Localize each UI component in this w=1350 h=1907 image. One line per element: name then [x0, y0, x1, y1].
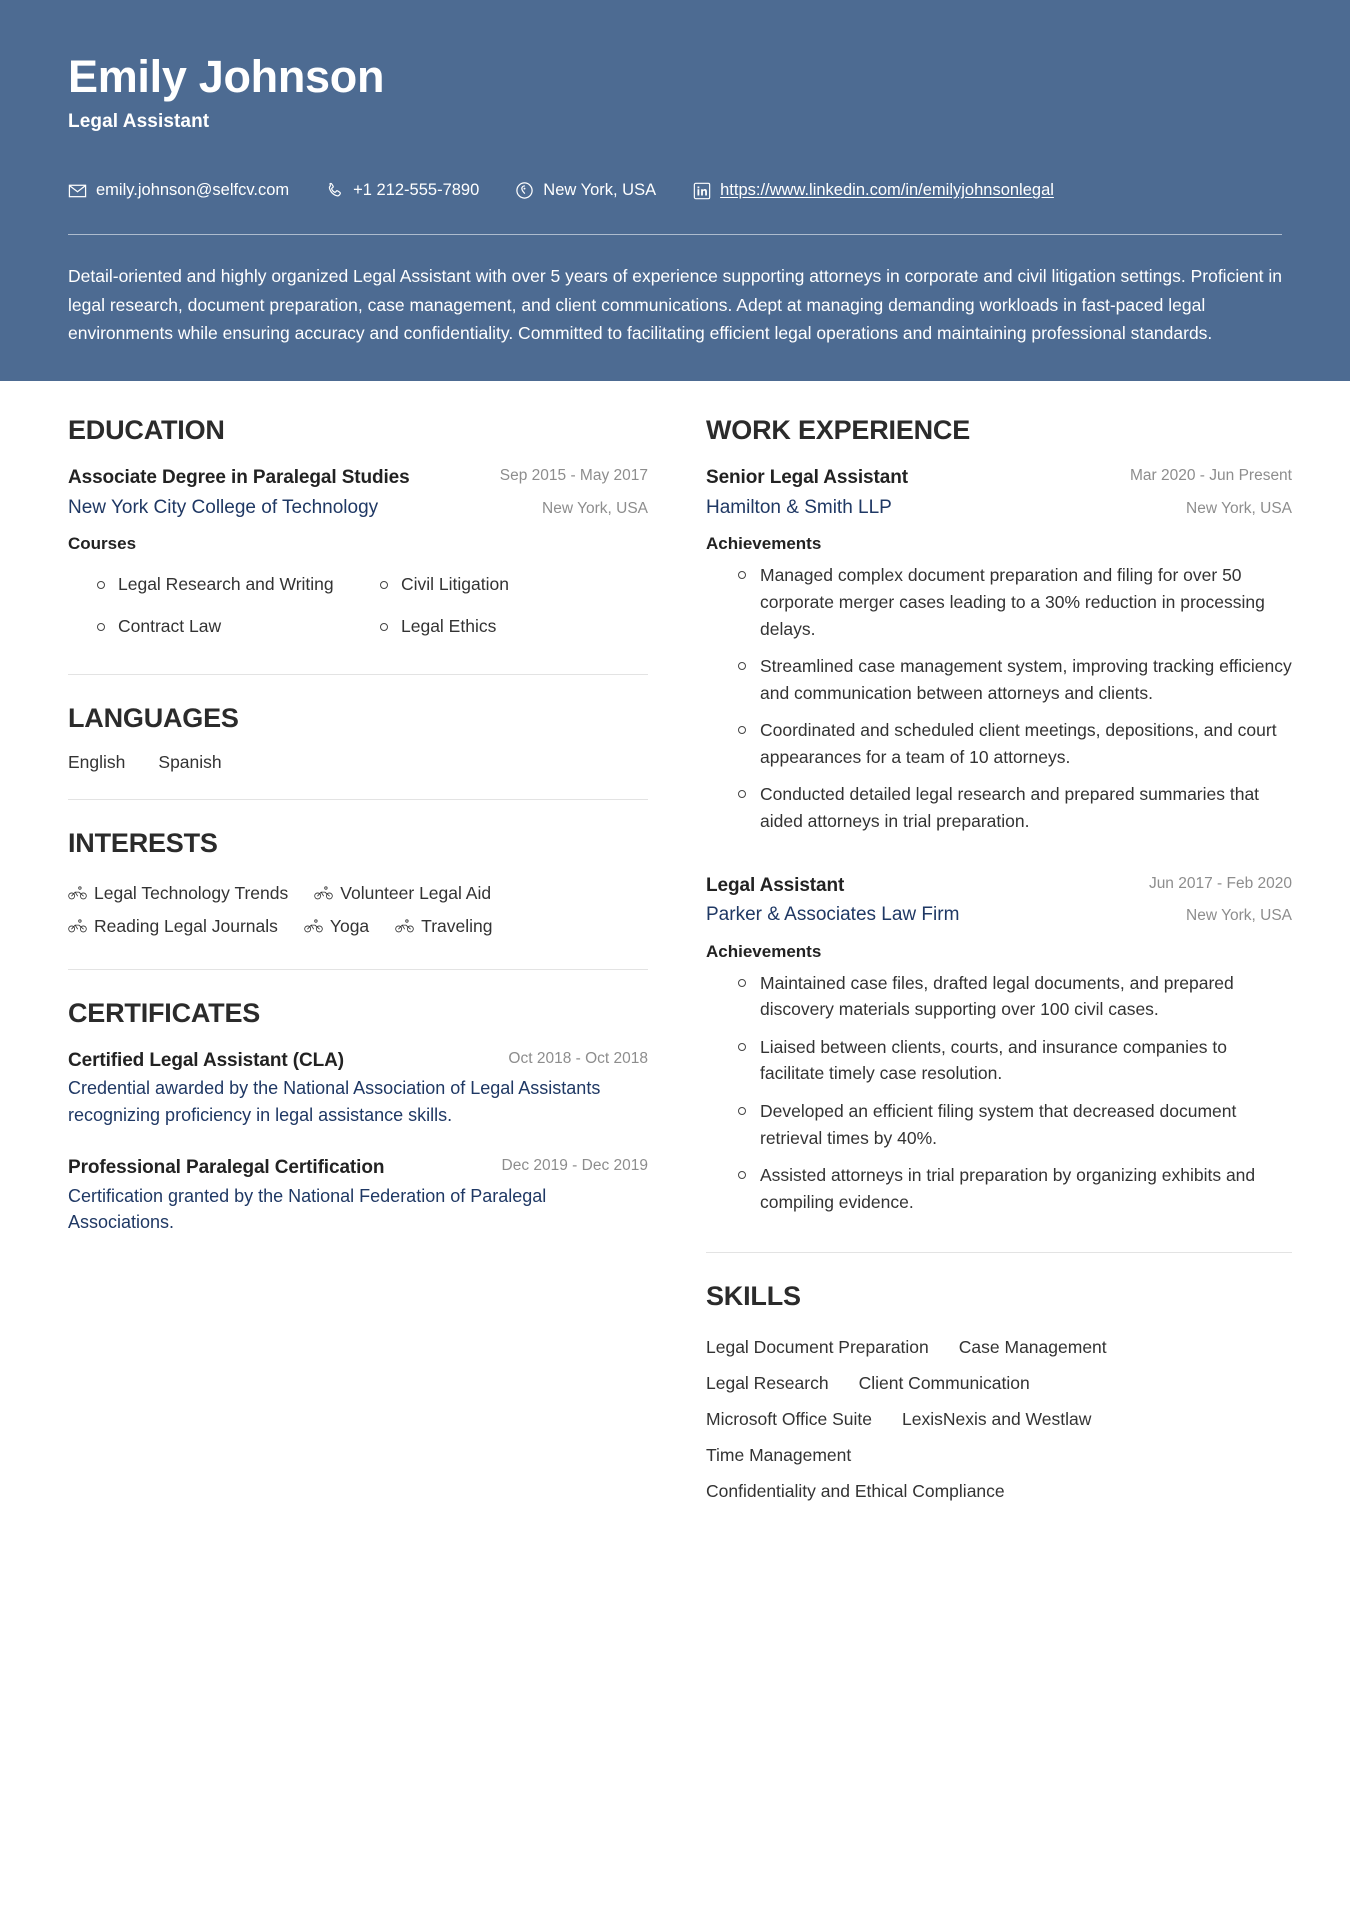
- bicycle-icon: [68, 919, 87, 933]
- skill-item: Case Management: [958, 1337, 1107, 1358]
- courses-grid: [68, 564, 648, 648]
- section-title-education: EDUCATION: [68, 415, 225, 446]
- section-title-work-experience: WORK EXPERIENCE: [706, 415, 971, 446]
- work-entry-sub: [706, 494, 1292, 522]
- contact-phone[interactable]: [325, 181, 479, 200]
- achievement-item: Coordinated and scheduled client meetings, depositions, and court appearances for a team of 10 attorneys.: [734, 717, 1292, 781]
- section-languages: [68, 703, 648, 773]
- education-date: Sep 2015 - May 2017: [499, 467, 648, 485]
- skills-row: [706, 1330, 1292, 1366]
- divider-languages-interests: [68, 799, 648, 800]
- achievement-item: Liaised between clients, courts, and insurance companies to facilitate timely case resolution.: [734, 1034, 1292, 1098]
- interests-row: [68, 910, 608, 943]
- work-date: Mar 2020 - Jun Present: [1130, 467, 1292, 485]
- interest-item: [395, 910, 492, 943]
- section-work-experience: [706, 415, 1292, 1226]
- right-column: [706, 415, 1292, 1509]
- skill-item: LexisNexis and Westlaw: [902, 1409, 1092, 1430]
- certificate-name: Professional Paralegal Certification: [68, 1157, 385, 1179]
- certificate-date: Oct 2018 - Oct 2018: [508, 1049, 648, 1067]
- professional-summary: Detail-oriented and highly organized Legal Assistant with over 5 years of experience supporting attorneys in corporate and civil litigation settings. Proficient in legal research, document preparation, case management, and client communications. Adept at managing demanding workloads in fast-paced legal environments while ensuring accuracy and confidentiality. Committed to facilitating efficient legal operations and maintaining professional standards.: [68, 266, 1283, 344]
- achievements-list: [706, 562, 1292, 845]
- work-position: Legal Assistant: [706, 874, 845, 896]
- certificate-description: Certification granted by the National Federation of Paralegal Associations.: [68, 1185, 547, 1233]
- work-date: Jun 2017 - Feb 2020: [1148, 874, 1292, 892]
- achievements-label: Achievements: [706, 534, 822, 554]
- interest-label: Legal Technology Trends: [94, 882, 289, 903]
- course-item: Contract Law: [92, 606, 365, 648]
- contact-linkedin[interactable]: [692, 181, 1054, 200]
- header-divider: [68, 234, 1282, 235]
- section-interests: [68, 828, 648, 943]
- resume-body: [0, 381, 1350, 1509]
- certificate-entry: [68, 1047, 648, 1129]
- interest-label: Traveling: [421, 915, 493, 936]
- section-education: [68, 415, 648, 648]
- achievements-list: [706, 970, 1292, 1227]
- education-entry-sub: [68, 494, 648, 522]
- course-item: Legal Research and Writing: [92, 564, 365, 606]
- location-pin-icon: [515, 181, 534, 200]
- languages-list: [68, 752, 648, 773]
- work-entry-head: [706, 872, 1292, 899]
- interest-label: Yoga: [329, 915, 370, 936]
- course-item: Civil Litigation: [375, 564, 648, 606]
- certificate-name: Certified Legal Assistant (CLA): [68, 1049, 344, 1071]
- skill-item: Client Communication: [858, 1373, 1030, 1394]
- section-title-skills: SKILLS: [706, 1281, 801, 1312]
- section-skills: [706, 1281, 1292, 1509]
- courses-label: Courses: [68, 534, 137, 554]
- phone-icon: [325, 181, 344, 200]
- interest-label: Reading Legal Journals: [94, 915, 278, 936]
- skill-item: Microsoft Office Suite: [706, 1409, 872, 1430]
- skills-list: [706, 1330, 1292, 1509]
- resume-header: [0, 0, 1350, 381]
- interest-item: [68, 910, 278, 943]
- work-entry-spacer: [706, 846, 1292, 872]
- education-school: New York City College of Technology: [68, 496, 379, 518]
- skills-row: [706, 1438, 1292, 1474]
- skills-row: [706, 1402, 1292, 1438]
- certificate-description: Credential awarded by the National Association of Legal Assistants recognizing proficiency in legal assistance skills.: [68, 1078, 601, 1125]
- contact-row: [68, 181, 1282, 200]
- section-certificates: [68, 998, 648, 1236]
- certificate-date: Dec 2019 - Dec 2019: [501, 1157, 648, 1175]
- language-item: Spanish: [158, 751, 222, 772]
- work-company: Parker & Associates Law Firm: [706, 904, 960, 926]
- contact-phone-text: +1 212-555-7890: [353, 181, 480, 200]
- contact-linkedin-text: https://www.linkedin.com/in/emilyjohnsonlegal: [720, 181, 1054, 200]
- interests-row: [68, 877, 608, 910]
- divider-interests-certificates: [68, 969, 648, 970]
- divider-education-languages: [68, 674, 648, 675]
- work-company: Hamilton & Smith LLP: [706, 496, 892, 518]
- bicycle-icon: [68, 886, 87, 900]
- candidate-name: Emily Johnson: [68, 51, 385, 102]
- interest-label: Volunteer Legal Aid: [340, 882, 492, 903]
- achievements-label: Achievements: [706, 941, 822, 961]
- work-entry: [706, 464, 1292, 845]
- envelope-icon: [68, 181, 87, 200]
- achievement-item: Developed an efficient filing system that decreased document retrieval times by 40%.: [734, 1098, 1292, 1162]
- interests-list: [68, 877, 608, 943]
- interest-item: [314, 877, 491, 910]
- section-title-languages: LANGUAGES: [68, 702, 239, 733]
- work-entry-head: [706, 464, 1292, 491]
- interest-item: [304, 910, 369, 943]
- education-location: New York, USA: [542, 499, 648, 517]
- section-title-certificates: CERTIFICATES: [68, 997, 261, 1028]
- contact-location[interactable]: [515, 181, 656, 200]
- achievement-item: Conducted detailed legal research and prepared summaries that aided attorneys in trial preparation.: [734, 781, 1292, 845]
- certificate-head: [68, 1047, 648, 1074]
- course-item: Legal Ethics: [375, 606, 648, 648]
- certificate-entry: [68, 1154, 648, 1236]
- skills-row: [706, 1366, 1292, 1402]
- bicycle-icon: [304, 919, 323, 933]
- achievement-item: Streamlined case management system, improving tracking efficiency and communication between attorneys and clients.: [734, 653, 1292, 717]
- bicycle-icon: [314, 886, 333, 900]
- skill-item: Legal Research: [706, 1373, 829, 1394]
- contact-email[interactable]: [68, 181, 289, 200]
- skill-item: Legal Document Preparation: [706, 1337, 929, 1358]
- certificate-head: [68, 1154, 648, 1181]
- work-entry: [706, 872, 1292, 1227]
- work-location: New York, USA: [1186, 907, 1292, 925]
- education-entry: [68, 464, 648, 648]
- skill-item: Confidentiality and Ethical Compliance: [706, 1480, 1005, 1501]
- divider-work-skills: [706, 1252, 1292, 1253]
- contact-location-text: New York, USA: [543, 181, 657, 200]
- section-title-interests: INTERESTS: [68, 827, 218, 858]
- achievement-item: Maintained case files, drafted legal documents, and prepared discovery materials supporting over 100 civil cases.: [734, 970, 1292, 1034]
- work-position: Senior Legal Assistant: [706, 467, 908, 489]
- achievement-item: Assisted attorneys in trial preparation by organizing exhibits and compiling evidence.: [734, 1162, 1292, 1226]
- work-entry-sub: [706, 901, 1292, 929]
- work-location: New York, USA: [1186, 499, 1292, 517]
- achievement-item: Managed complex document preparation and filing for over 50 corporate merger cases leading to a 30% reduction in processing delays.: [734, 562, 1292, 653]
- left-column: [68, 415, 648, 1236]
- language-item: English: [68, 751, 126, 772]
- interest-item: [68, 877, 288, 910]
- education-entry-head: [68, 464, 648, 491]
- contact-email-text: emily.johnson@selfcv.com: [96, 181, 290, 200]
- linkedin-icon: [692, 181, 711, 200]
- skill-item: Time Management: [706, 1444, 852, 1465]
- bicycle-icon: [395, 919, 414, 933]
- education-degree: Associate Degree in Paralegal Studies: [68, 467, 410, 489]
- candidate-role: Legal Assistant: [68, 111, 210, 133]
- skills-row: [706, 1474, 1292, 1510]
